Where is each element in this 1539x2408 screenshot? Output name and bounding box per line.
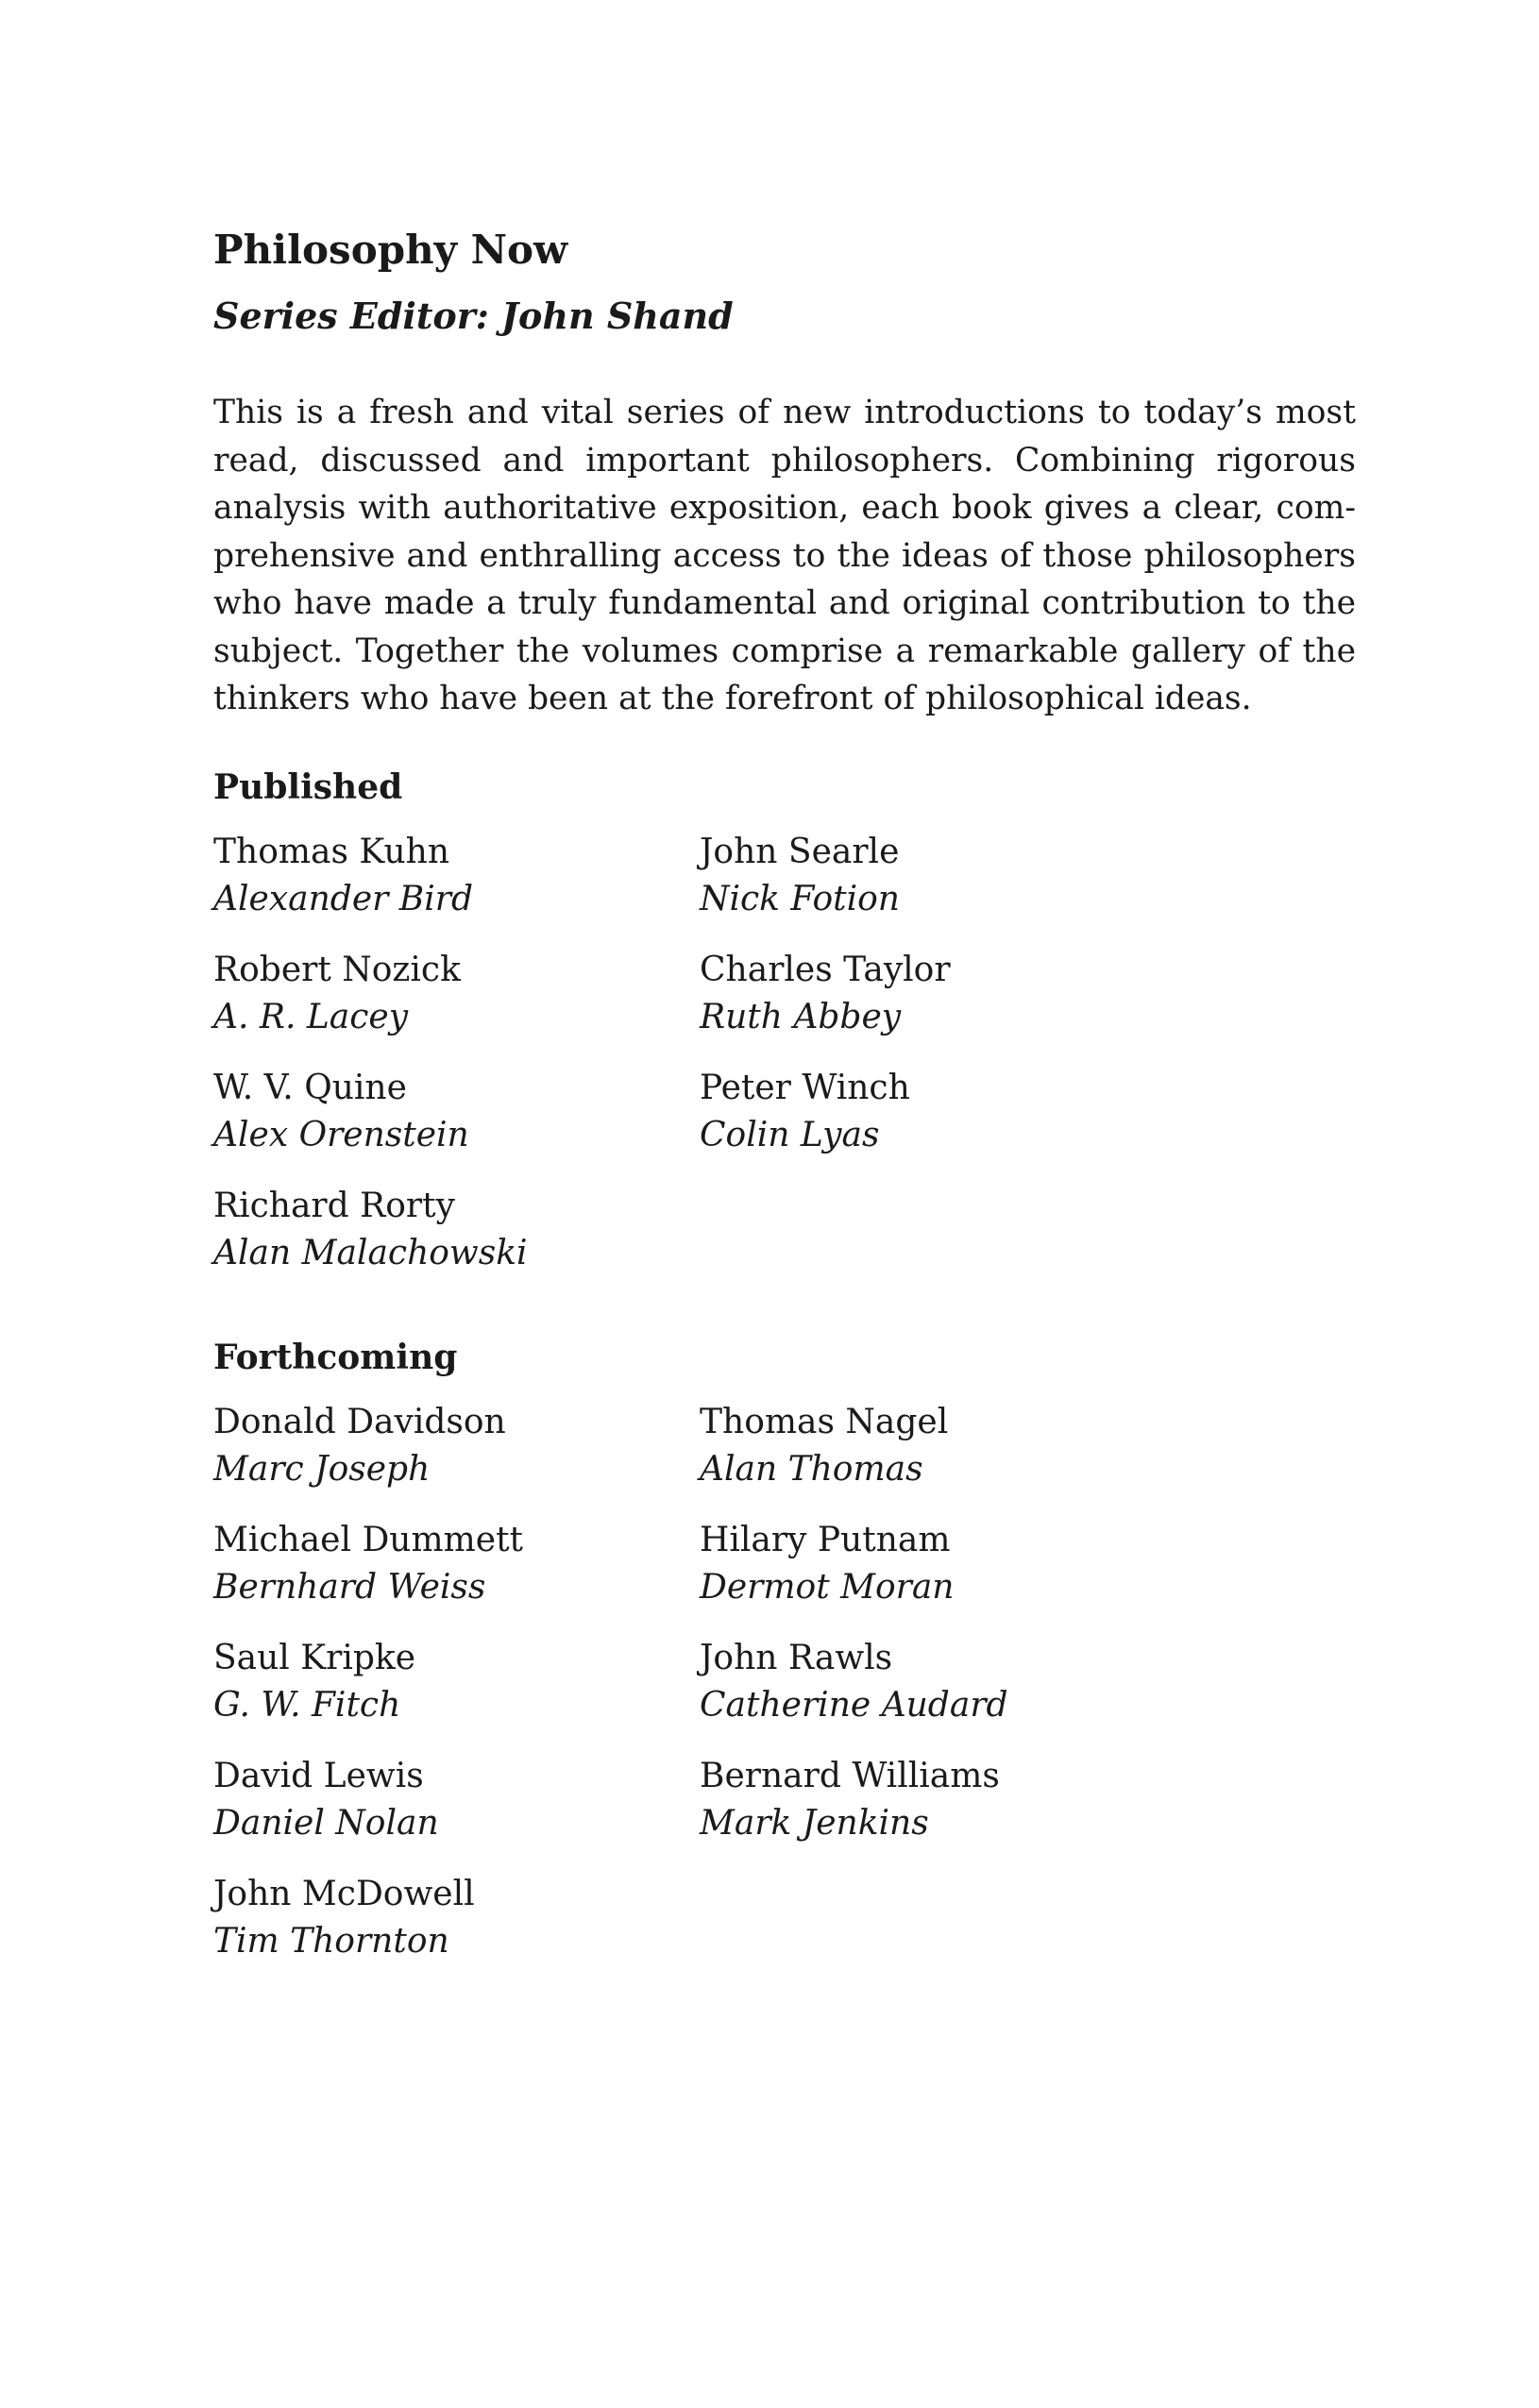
book-entry [213,1183,700,1277]
book-entry [213,1753,700,1847]
book-subject: Hilary Putnam [700,1520,951,1559]
book-author: Daniel Nolan [213,1803,439,1843]
book-subject: Thomas Kuhn [213,832,450,871]
book-entry [213,1635,700,1729]
forthcoming-right-column [700,1399,1266,1989]
forthcoming-left-column [213,1399,700,1989]
book-subject: Richard Rorty [213,1186,455,1225]
book-author: A. R. Lacey [213,997,409,1036]
book-entry [700,829,1266,923]
book-author: G. W. Fitch [213,1685,401,1725]
book-author: Alan Thomas [700,1449,923,1489]
series-page [213,225,1356,1989]
book-author: Ruth Abbey [700,997,902,1036]
book-subject: Donald Davidson [213,1402,506,1441]
book-subject: John Searle [700,832,900,871]
book-author: Nick Fotion [700,879,900,918]
series-editor: Series Editor: John Shand [213,295,734,337]
series-title: Philosophy Now [213,227,568,273]
book-author: Alan Malachowski [213,1233,528,1272]
book-entry [700,1399,1266,1493]
book-author: Catherine Audard [700,1685,1008,1725]
book-subject: Peter Winch [700,1068,910,1107]
book-entry [700,1635,1266,1729]
published-right-column [700,829,1266,1301]
book-entry [700,947,1266,1041]
book-entry [213,1065,700,1159]
book-subject: Thomas Nagel [700,1402,949,1441]
book-entry [213,1871,700,1965]
book-subject: Charles Taylor [700,950,951,989]
forthcoming-heading: Forthcoming [213,1337,458,1377]
book-author: Mark Jenkins [700,1803,929,1843]
forthcoming-list [213,1399,1356,1989]
book-entry [213,947,700,1041]
published-heading: Published [213,766,403,807]
book-author: Tim Thornton [213,1921,449,1961]
book-subject: Bernard Williams [700,1756,1000,1795]
book-entry [700,1517,1266,1611]
published-left-column [213,829,700,1301]
book-entry [213,1399,700,1493]
book-subject: David Lewis [213,1756,424,1795]
series-description: This is a fresh and vital series of new introductions to today’s most read, discussed and important philosophers. Combining rigorous analysis with authoritative exposition, each book gives a clear, comprehensive and enthralling access to the ideas of those philosophers who have made a truly fundamental and original contribution to the subject. Together the volumes comprise a remarkable gallery of the thinkers who have been at the forefront of philosophical ideas. [213,394,1356,717]
book-subject: Michael Dummett [213,1520,524,1559]
book-author: Dermot Moran [700,1567,955,1607]
book-subject: Saul Kripke [213,1638,416,1677]
book-entry [700,1065,1266,1159]
book-author: Bernhard Weiss [213,1567,486,1607]
published-list [213,829,1356,1301]
book-entry [213,1517,700,1611]
book-author: Alexander Bird [213,879,473,918]
book-subject: John McDowell [213,1874,475,1913]
book-author: Marc Joseph [213,1449,431,1489]
book-subject: Robert Nozick [213,950,461,989]
book-subject: W. V. Quine [213,1068,407,1107]
book-author: Alex Orenstein [213,1115,469,1154]
book-author: Colin Lyas [700,1115,880,1154]
book-entry [700,1753,1266,1847]
book-subject: John Rawls [700,1638,893,1677]
book-entry [213,829,700,923]
